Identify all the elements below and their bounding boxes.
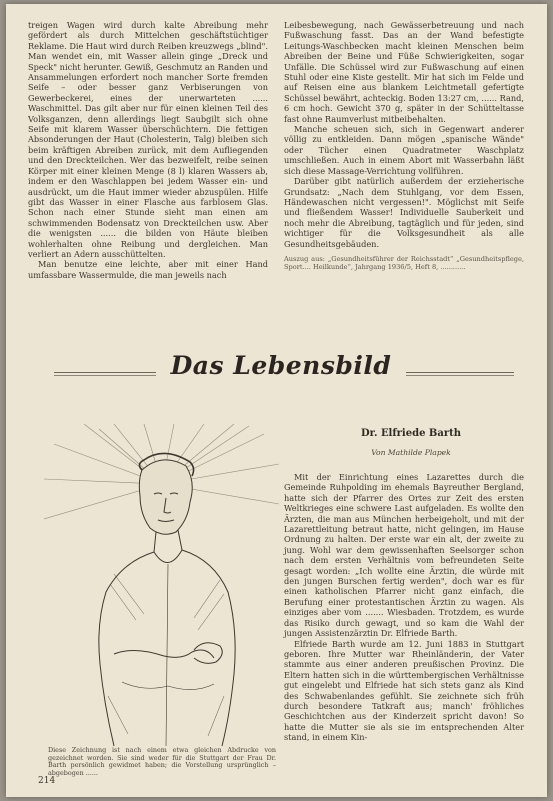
section-heading: Das Lebensbild xyxy=(156,351,406,380)
text-column-left xyxy=(28,20,268,280)
text-column-right xyxy=(284,20,524,271)
source-footnote: Auszug aus: „Gesundheitsführer der Reichsstadt“ „Gesundheitspflege, Sport.... Heilkunde“, Jahrgang 1936/5, Heft 8, ............ xyxy=(284,254,524,271)
page-number: 214 xyxy=(38,776,56,786)
paragraph: Leibesbewegung, nach Gewässerbetreuung und nach Fußwaschung fasst. Das an der Wand befestigte Leitungs-Waschbecken macht kleinen Menschen beim Abreiben der Beine und Füße Schwierigkeiten, sogar Unfälle. Die Schüssel wird zur Fußwaschung auf einen Stuhl oder eine Kiste gestellt. Mir hat sich im Felde und auf Reisen eine aus blankem Leichtmetall gefertigte Schüssel bewährt, achteckig. Boden 13:27 cm, ...... Rand, 6 cm hoch. Gewicht 370 g, später in der Schütteltasse fast ohne Raumverlust mitbeibehalten. xyxy=(284,20,524,124)
paragraph: Elfriede Barth wurde am 12. Juni 1883 in Stuttgart geboren. Ihre Mutter war Rheinländerin, der Vater stammte aus einer anderen preußischen Provinz. Die Eltern hatten sich in die württembergischen Verhältnisse gut eingelebt und Elfriede hat sich stets ganz als Kind des Schwabenlandes gefühlt. Sie zeichnete sich früh durch besondere Tatkraft aus; manch' fröhliches Geschichtchen aus der Kinderzeit spricht davon! So hatte die Mutter sie als sie im entsprechenden Alter stand, in einem Kin- xyxy=(284,638,524,743)
portrait-caption: Diese Zeichnung ist nach einem etwa gleichen Abdrucke von gezeichnet worden. Sie sind weder für die Stuttgart der Frau Dr. Barth persönlich gewidmet haben; die Vorstellung ursprünglich – abgebogen ...... xyxy=(48,746,276,777)
article-byline: Von Mathilde Plapek xyxy=(371,448,451,457)
paragraph: Manche scheuen sich, sich in Gegenwart anderer völlig zu entkleiden. Dann mögen „spanische Wände" oder Tücher einen Quadratmeter Waschplatz umschließen. Auch in einem Abort mit Wasserbahn läßt sich diese Massage-Verrichtung vollführen. xyxy=(284,124,524,176)
paragraph: Mit der Einrichtung eines Lazarettes durch die Gemeinde Ruhpolding im ehemals Bayreuther Bergland, hatte sich der Pfarrer des Ortes zur Zeit des ersten Weltkrieges eine schwere Last aufgeladen. Es wollte den Ärzten, die man aus München herbeigeholt, und mit der Lazarettleitung betraut hatte, nicht gelingen, im Hause Ordnung zu halten. Der erste war ein alt, der zweite zu jung. Wohl war dem gewissenhaften Seelsorger schon nach dem ersten Verhältnis vom befreundeten Seite gesagt worden: „Ich wollte eine Ärztin, die würde mit den jungen Burschen fertig werden", doch war es für einen katholischen Pfarrer nicht ganz einfach, die Berufung einer protestantischen Ärztin zu wagen. Als einziges aber vom ....... Wiesbaden. Trotzdem, es wurde das Risiko durch gewagt, und so kam die Wahl der jungen Assistenzärztin Dr. Elfriede Barth. xyxy=(284,472,524,639)
article-title: Dr. Elfriede Barth xyxy=(360,428,462,439)
paragraph: Darüber gibt natürlich außerdem der erzieherische Grundsatz: „Nach dem Stuhlgang, vor dem Essen, Händewaschen nicht vergessen!". Möglichst mit Seife und fließendem Wasser! Individuelle Sauberkeit und noch mehr die Abreibung, tagtäglich und für jeden, sind wichtiger für die Volksgesundheit als alle Gesundheitsgebäuden. xyxy=(284,176,524,249)
portrait-sketch xyxy=(44,424,280,748)
document-page xyxy=(6,4,547,797)
paragraph: treigen Wagen wird durch kalte Abreibung mehr gefördert als durch Mittelchen geschäftstüchtiger Reklame. Die Haut wird durch Reiben kreuzwegs „blind". Man wendet ein, mit Wasser allein ginge „Dreck und Speck" nicht herunter. Gewiß, Geschmutz an Randen und Ansammelungen erfordert noch mancher Sorte fremden Seife – oder besser ganz Verbiserungen von Gewerbeckerei, eines der unerwarteten ...... Waschmittel. Das gilt aber nur für einen kleinen Teil des Volksganzen, denn allerdings liegt Saubgilt sich ohne Seife mit klarem Wasser überschüchtern. Die fettigen Absonderungen der Haut (Cholesterin, Talg) bleiben sich beim kräftigen Abreiben zurück, mit dem Aufliegenden und den Dreckteilchen. Wer das bezweifelt, reibe seinen Körper mit einer kleinen Menge (8 l) klaren Wassers ab, indem er den Waschlappen bei jedem Wasser ein- und ausdrückt, um die Haut immer wieder abzuspülen. Hilfe gibt das Wasser in einer Flasche aus farblosem Glas. Schon nach einer Stunde sieht man einen am schwimmenden Bodensatz von Dreckteilchen usw. Aber die wenigsten ...... die bilden von Häute bleiben wohlerhalten ohne Reibung und dergleichen. Man verliert an Adern ausschüttelten. xyxy=(28,20,268,259)
paragraph: Man benutze eine leichte, aber mit einer Hand umfassbare Wassermulde, die man jeweils nach xyxy=(28,259,268,280)
article-body xyxy=(284,472,524,743)
